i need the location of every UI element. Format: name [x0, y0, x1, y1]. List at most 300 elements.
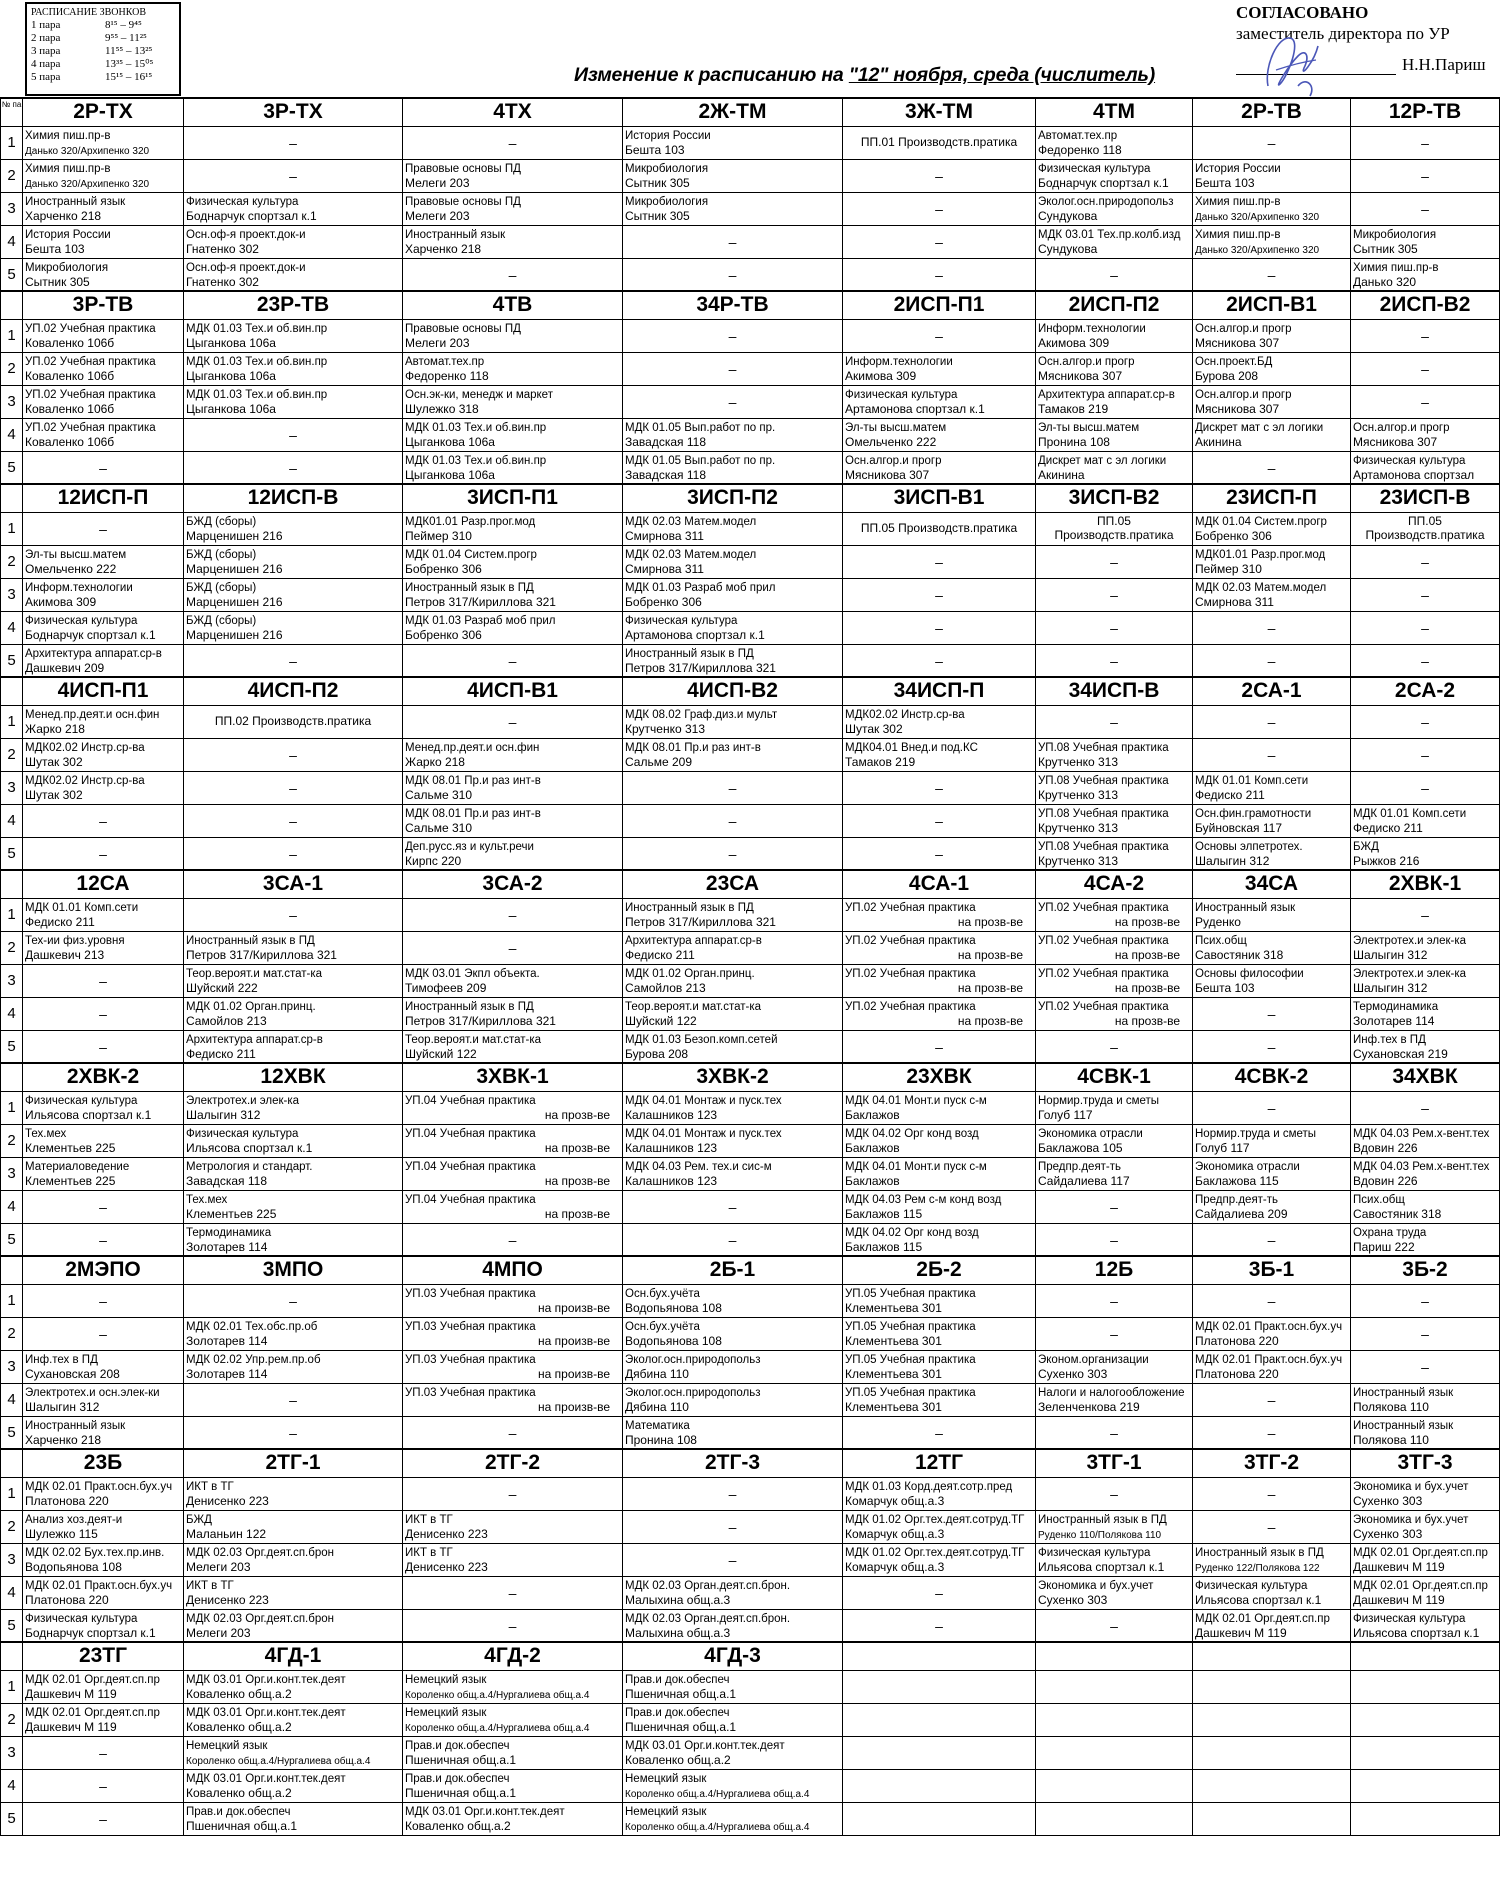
practice-code: ПП.05	[1097, 513, 1131, 528]
lesson-cell	[403, 738, 623, 771]
empty-slot-dash: –	[99, 1005, 107, 1022]
lesson-row	[1, 319, 1500, 352]
teacher-room: Сундукова	[1038, 208, 1098, 223]
subject-name: УП.04 Учебная практика	[405, 1193, 536, 1206]
lesson-cell	[1193, 1477, 1351, 1510]
subject-name: МДК 02.02 Упр.рем.пр.об	[186, 1353, 321, 1366]
lesson-cell	[623, 1802, 843, 1835]
lesson-cell	[1036, 1609, 1193, 1642]
subject-name: УП.02 Учебная практика	[845, 901, 976, 914]
lesson-cell	[1193, 1350, 1351, 1383]
pair-number: 3	[1, 1350, 23, 1383]
subject-name: УП.04 Учебная практика	[405, 1160, 536, 1173]
subject-name: Основы элпетротех.	[1195, 840, 1303, 853]
empty-slot-dash: –	[935, 233, 943, 250]
subject-name: УП.05 Учебная практика	[845, 1386, 976, 1399]
lesson-cell	[1036, 705, 1193, 738]
teacher-room: Смирнова 311	[625, 561, 704, 576]
teacher-room: Боднарчук спортзал к.1	[1038, 175, 1169, 190]
subject-name: Инф.тех в ПД	[1353, 1033, 1426, 1046]
lesson-cell	[1193, 837, 1351, 870]
lesson-cell	[1036, 352, 1193, 385]
lesson-cell	[1036, 159, 1193, 192]
teacher-room: Федиско 211	[625, 947, 695, 962]
group-header-row	[1, 484, 1500, 512]
subject-name: Материаловедение	[25, 1160, 130, 1173]
teacher-room: Платонова 220	[1195, 1366, 1279, 1381]
lesson-cell	[843, 771, 1036, 804]
group-name: 3ИСП-В1	[843, 484, 1036, 512]
subject-name: Иностранный язык	[1353, 1386, 1454, 1399]
subject-name: Химия пиш.пр-в	[1195, 228, 1281, 241]
practice-label: ПП.02 Производств.пратика	[214, 713, 372, 728]
teacher-room: Клементьева 301	[845, 1333, 942, 1348]
lesson-row	[1, 1576, 1500, 1609]
group-name: 2ИСП-П1	[843, 291, 1036, 319]
empty-slot-dash: –	[289, 1391, 297, 1408]
lesson-cell	[403, 1284, 623, 1317]
teacher-room: Дашкевич М 119	[25, 1686, 117, 1701]
lesson-cell	[1351, 512, 1500, 545]
group-name: 4ИСП-П1	[23, 677, 184, 705]
empty-slot-dash: –	[1267, 619, 1276, 636]
group-name: 3СА-1	[184, 870, 403, 898]
subject-name: МДК 01.04 Систем.прогр	[405, 548, 537, 561]
subject-name: История России	[25, 228, 111, 241]
lesson-cell	[1193, 418, 1351, 451]
lesson-cell	[403, 352, 623, 385]
teacher-room: Пронина 108	[625, 1432, 697, 1447]
group-name: 12ТГ	[843, 1449, 1036, 1477]
group-name: 3МПО	[184, 1256, 403, 1284]
lesson-cell	[23, 1416, 184, 1449]
teacher-room: Комарчук общ.а.3	[845, 1493, 945, 1508]
practice-location: на прозв-ве	[544, 1173, 610, 1188]
pair-number: 1	[1, 512, 23, 545]
subject-name: МДК 02.02 Бух.тех.пр.инв.	[25, 1546, 165, 1559]
lesson-cell	[1036, 898, 1193, 931]
lesson-cell	[843, 964, 1036, 997]
pair-number: 1	[1, 126, 23, 159]
lesson-cell	[843, 1157, 1036, 1190]
lesson-cell	[1351, 1157, 1500, 1190]
group-name: 3Р-ТВ	[23, 291, 184, 319]
lesson-cell	[23, 418, 184, 451]
subject-name: Эл-ты высш.матем	[25, 548, 127, 561]
practice-location: на прозв-ве	[957, 980, 1023, 995]
empty-slot-dash: –	[1267, 1485, 1276, 1502]
teacher-room: Бурова 208	[625, 1046, 689, 1061]
group-name: 4ИСП-В1	[403, 677, 623, 705]
lesson-cell	[23, 1477, 184, 1510]
subject-name: МДК 03.01 Орг.и.конт.тек.деят	[625, 1739, 785, 1752]
subject-name: МДК 01.03 Корд.деят.сотр.пред	[845, 1480, 1013, 1493]
teacher-room: Пшеничная общ.а.1	[405, 1785, 517, 1800]
lesson-cell	[1193, 738, 1351, 771]
teacher-room: Тамаков 219	[845, 754, 916, 769]
pair-number: 1	[1, 1091, 23, 1124]
pair-number: 1	[1, 1284, 23, 1317]
lesson-cell	[1193, 1736, 1351, 1769]
pair-number-header	[1, 1256, 23, 1284]
lesson-cell	[1193, 225, 1351, 258]
group-header-row	[1, 98, 1500, 126]
lesson-cell	[1351, 964, 1500, 997]
lesson-cell	[23, 931, 184, 964]
lesson-cell	[184, 1124, 403, 1157]
empty-slot-dash: –	[935, 652, 943, 669]
teacher-room: Шуйский 222	[186, 980, 258, 995]
subject-name: ИКТ в ТГ	[405, 1546, 453, 1559]
subject-name: БЖД (сборы)	[186, 581, 257, 594]
lesson-cell	[843, 385, 1036, 418]
lesson-cell	[623, 1190, 843, 1223]
subject-name: Осн.алгор.и прогр	[845, 454, 942, 467]
lesson-cell	[403, 771, 623, 804]
lesson-cell	[1193, 1124, 1351, 1157]
teacher-room: Баклажова 105	[1038, 1140, 1123, 1155]
practice-label: ПП.01 Производств.пратика	[860, 134, 1018, 149]
subject-name: МДК 01.03 Тех.и об.вин.пр	[186, 388, 328, 401]
subject-name: Правовые основы ПД	[405, 162, 521, 175]
teacher-room: Цыганкова 106а	[405, 434, 495, 449]
teacher-room: Самойлов 213	[625, 980, 706, 995]
bell-schedule	[25, 2, 181, 96]
empty-slot-dash: –	[99, 459, 107, 476]
empty-slot-dash: –	[99, 1810, 107, 1827]
lesson-cell	[1193, 611, 1351, 644]
teacher-room: Петров 317/Кириллова 321	[405, 1013, 556, 1028]
group-name: 2Б-2	[843, 1256, 1036, 1284]
group-name: 12СА	[23, 870, 184, 898]
lesson-cell	[623, 418, 843, 451]
handwritten-signature	[1258, 26, 1328, 101]
lesson-cell	[1193, 385, 1351, 418]
lesson-cell	[403, 126, 623, 159]
group-name: 3ИСП-В2	[1036, 484, 1193, 512]
empty-slot-dash: –	[728, 233, 737, 250]
lesson-cell	[1036, 1124, 1193, 1157]
pair-number: 1	[1, 898, 23, 931]
teacher-room: Платонова 220	[25, 1592, 109, 1607]
pair-number-header	[1, 1063, 23, 1091]
subject-name: Химия пиш.пр-в	[25, 162, 111, 175]
teacher-room: Платонова 220	[1195, 1333, 1279, 1348]
subject-name: МДК 03.01 Орг.и.конт.тек.деят	[186, 1673, 346, 1686]
lesson-cell	[1351, 451, 1500, 484]
lesson-cell	[23, 1769, 184, 1802]
subject-name: МДК 04.03 Рем. тех.и сис-м	[625, 1160, 772, 1173]
lesson-row	[1, 964, 1500, 997]
lesson-cell	[1193, 1030, 1351, 1063]
lesson-row	[1, 1609, 1500, 1642]
lesson-cell	[1193, 898, 1351, 931]
lesson-cell	[623, 578, 843, 611]
pair-number: 1	[1, 1477, 23, 1510]
subject-name: Эколог.осн.природопольз	[1038, 195, 1174, 208]
lesson-cell	[623, 898, 843, 931]
lesson-cell	[623, 705, 843, 738]
lesson-cell	[403, 997, 623, 1030]
practice-location: на произв-ве	[538, 1366, 610, 1381]
approval-heading: СОГЛАСОВАНО	[1236, 3, 1369, 22]
teacher-room: Акинина	[1195, 434, 1242, 449]
lesson-cell	[1036, 1157, 1193, 1190]
lesson-row	[1, 385, 1500, 418]
teacher-room: Тимофеев 209	[405, 980, 487, 995]
subject-name: МДК 04.01 Монт.и пуск с-м	[845, 1160, 987, 1173]
group-name: 34Р-ТВ	[623, 291, 843, 319]
empty-slot-dash: –	[1421, 779, 1429, 796]
teacher-room: Бешта 103	[25, 241, 85, 256]
teacher-room: Харченко 218	[25, 1432, 102, 1447]
empty-slot-dash: –	[1421, 652, 1429, 669]
lesson-cell	[23, 705, 184, 738]
teacher-room: Буйновская 117	[1195, 820, 1283, 835]
group-name: 4МПО	[403, 1256, 623, 1284]
group-name: 2ТГ-2	[403, 1449, 623, 1477]
lesson-cell	[184, 611, 403, 644]
lesson-row	[1, 1190, 1500, 1223]
group-name: 4СА-1	[843, 870, 1036, 898]
subject-name: ИКТ в ТГ	[186, 1480, 234, 1493]
pair-number: 5	[1, 1030, 23, 1063]
group-name: 34ИСП-В	[1036, 677, 1193, 705]
empty-slot-dash: –	[99, 1777, 107, 1794]
subject-name: МДК 04.02 Орг конд возд	[845, 1226, 979, 1239]
lesson-cell	[1193, 545, 1351, 578]
lesson-cell	[23, 578, 184, 611]
practice-location: на произв-ве	[538, 1399, 610, 1414]
lesson-cell	[403, 804, 623, 837]
lesson-row	[1, 1416, 1500, 1449]
teacher-room: Коваленко 106б	[25, 335, 115, 350]
subject-name: УП.02 Учебная практика	[25, 388, 156, 401]
empty-slot-dash: –	[728, 360, 737, 377]
lesson-cell	[623, 1510, 843, 1543]
subject-name: Осн.бух.учёта	[625, 1287, 700, 1300]
lesson-cell	[403, 578, 623, 611]
empty-slot-dash: –	[1267, 746, 1276, 763]
subject-name: МДК 02.01 Практ.осн.бух.уч	[25, 1579, 173, 1592]
empty-slot-dash: –	[1421, 906, 1429, 923]
subject-name: МДК 01.02 Орг.тех.деят.сотруд.ТГ	[845, 1513, 1025, 1526]
teacher-room: Завадская 118	[186, 1173, 267, 1188]
lesson-cell	[23, 1670, 184, 1703]
lesson-cell	[1036, 1030, 1193, 1063]
teacher-room: Крутченко 313	[1038, 820, 1118, 835]
teacher-room: Париш 222	[1353, 1239, 1415, 1254]
lesson-cell	[623, 1124, 843, 1157]
subject-name: Инф.тех в ПД	[25, 1353, 98, 1366]
lesson-cell	[1351, 1317, 1500, 1350]
teacher-room: Мясникова 307	[1038, 368, 1123, 383]
bell-row: 3 пара 11⁵⁵ – 13²⁵	[31, 45, 153, 57]
lesson-cell	[843, 352, 1036, 385]
teacher-room: Савостяник 318	[1195, 947, 1284, 962]
lesson-cell	[403, 1124, 623, 1157]
subject-name: БЖД (сборы)	[186, 614, 257, 627]
lesson-cell	[843, 512, 1036, 545]
empty-slot-dash: –	[1110, 266, 1118, 283]
lesson-cell	[1036, 319, 1193, 352]
pair-number-header: № па	[1, 98, 23, 126]
teacher-room: Сытник 305	[25, 274, 90, 289]
lesson-cell	[23, 771, 184, 804]
subject-name: Физическая культура	[845, 388, 958, 401]
subject-name: Архитектура аппарат.ср-в	[186, 1033, 323, 1046]
teacher-room: Харченко 218	[405, 241, 482, 256]
pair-number-header	[1, 484, 23, 512]
lesson-cell	[184, 738, 403, 771]
teacher-room: Акимова 309	[25, 594, 97, 609]
empty-slot-dash: –	[289, 134, 297, 151]
lesson-cell	[843, 1609, 1036, 1642]
subject-name: МДК 02.03 Матем.модел	[625, 515, 757, 528]
subject-name: УП.02 Учебная практика	[25, 421, 156, 434]
lesson-cell	[843, 1802, 1036, 1835]
lesson-cell	[23, 1223, 184, 1256]
subject-name: Физическая культура	[25, 614, 138, 627]
lesson-row	[1, 159, 1500, 192]
teacher-room: Петров 317/Кириллова 321	[625, 914, 776, 929]
subject-name: Осн.алгор.и прогр	[1353, 421, 1450, 434]
lesson-cell	[843, 545, 1036, 578]
lesson-row	[1, 1477, 1500, 1510]
teacher-room: Данько 320/Архипенко 320	[1195, 244, 1320, 256]
lesson-cell	[1193, 1416, 1351, 1449]
group-name: 3ТГ-2	[1193, 1449, 1351, 1477]
pair-number: 4	[1, 1576, 23, 1609]
subject-name: БЖД	[186, 1513, 212, 1526]
empty-slot-dash: –	[99, 1231, 107, 1248]
teacher-room: Клементьева 301	[845, 1399, 942, 1414]
empty-slot-dash: –	[99, 972, 107, 989]
empty-slot-dash: –	[935, 812, 943, 829]
subject-name: Основы философии	[1195, 967, 1304, 980]
lesson-cell	[1193, 1091, 1351, 1124]
teacher-room: Дябина 110	[625, 1399, 689, 1414]
subject-name: Дискрет мат с эл логики	[1038, 454, 1167, 467]
lesson-cell	[23, 1030, 184, 1063]
teacher-room: Полякова 110	[1353, 1399, 1429, 1414]
lesson-cell	[23, 611, 184, 644]
teacher-room: Дашкевич М 119	[1353, 1592, 1445, 1607]
group-name: 4ТХ	[403, 98, 623, 126]
lesson-cell	[1351, 159, 1500, 192]
lesson-cell	[623, 1383, 843, 1416]
lesson-cell	[623, 1703, 843, 1736]
lesson-cell	[403, 418, 623, 451]
lesson-cell	[184, 771, 403, 804]
subject-name: Физическая культура	[186, 1127, 299, 1140]
lesson-cell	[1036, 512, 1193, 545]
lesson-cell	[1036, 837, 1193, 870]
lesson-cell	[843, 611, 1036, 644]
lesson-row	[1, 1284, 1500, 1317]
subject-name: МДК 04.03 Рем с-м конд возд	[845, 1193, 1002, 1206]
lesson-cell	[1193, 964, 1351, 997]
subject-name: Информ.технологии	[25, 581, 133, 594]
teacher-room: Денисенко 223	[405, 1526, 488, 1541]
teacher-room: Крутченко 313	[1038, 754, 1118, 769]
lesson-cell	[1036, 1670, 1193, 1703]
lesson-cell	[23, 898, 184, 931]
subject-name: Электротех.и элек-ка	[186, 1094, 300, 1107]
subject-name: Химия пиш.пр-в	[1353, 261, 1439, 274]
subject-name: МДК02.02 Инстр.ср-ва	[845, 708, 965, 721]
subject-name: Иностранный язык	[1195, 901, 1296, 914]
lesson-cell	[1193, 931, 1351, 964]
teacher-room: Сундукова	[1038, 241, 1098, 256]
lesson-cell	[623, 1317, 843, 1350]
lesson-cell	[23, 738, 184, 771]
teacher-room: Бешта 103	[1195, 980, 1255, 995]
subject-name: Архитектура аппарат.ср-в	[1038, 388, 1175, 401]
lesson-cell	[184, 644, 403, 677]
lesson-cell	[184, 931, 403, 964]
subject-name: Псих.общ	[1353, 1193, 1405, 1206]
lesson-cell	[1193, 1670, 1351, 1703]
lesson-cell	[184, 837, 403, 870]
lesson-cell	[403, 545, 623, 578]
subject-name: УП.05 Учебная практика	[845, 1353, 976, 1366]
subject-name: МДК 01.02 Орг.тех.деят.сотруд.ТГ	[845, 1546, 1025, 1559]
teacher-room: Цыганкова 106а	[186, 368, 276, 383]
lesson-cell	[843, 997, 1036, 1030]
empty-slot-dash: –	[1267, 652, 1276, 669]
group-name: 2ИСП-В1	[1193, 291, 1351, 319]
practice-location: на прозв-ве	[957, 947, 1023, 962]
empty-slot-dash: –	[1110, 1198, 1118, 1215]
empty-slot-dash: –	[1267, 1424, 1276, 1441]
empty-slot-dash: –	[935, 1424, 943, 1441]
empty-slot-dash: –	[935, 779, 943, 796]
pair-number: 1	[1, 1670, 23, 1703]
lesson-cell	[23, 1510, 184, 1543]
pair-number: 1	[1, 319, 23, 352]
group-header-row	[1, 1256, 1500, 1284]
lesson-cell	[1351, 705, 1500, 738]
subject-name: Эконом.организации	[1038, 1353, 1149, 1366]
subject-name: Правовые основы ПД	[405, 322, 521, 335]
teacher-room: Сытник 305	[625, 208, 690, 223]
subject-name: Осн.оф-я проект.док-и	[186, 228, 306, 241]
subject-name: Иностранный язык в ПД	[625, 647, 754, 660]
lesson-cell	[23, 225, 184, 258]
subject-name: Физическая культура	[1038, 162, 1151, 175]
group-name: 23ХВК	[843, 1063, 1036, 1091]
empty-slot-dash: –	[1110, 1292, 1118, 1309]
teacher-room: Шулежко 318	[405, 401, 479, 416]
lesson-cell	[843, 705, 1036, 738]
empty-slot-dash: –	[1110, 713, 1118, 730]
lesson-cell	[843, 451, 1036, 484]
subject-name: МДК 04.03 Рем.х-вент.тех	[1353, 1127, 1490, 1140]
teacher-room: Маланьин 122	[186, 1526, 267, 1541]
subject-name: МДК 02.01 Практ.осн.бух.уч	[25, 1480, 173, 1493]
empty-slot-dash: –	[289, 746, 297, 763]
lesson-cell	[1036, 451, 1193, 484]
lesson-row	[1, 804, 1500, 837]
lesson-row	[1, 771, 1500, 804]
lesson-cell	[403, 512, 623, 545]
lesson-cell	[1351, 644, 1500, 677]
subject-name: УП.08 Учебная практика	[1038, 807, 1169, 820]
subject-name: Физическая культура	[625, 614, 738, 627]
subject-name: МДК 01.01 Комп.сети	[1353, 807, 1467, 820]
empty-slot-dash: –	[508, 1485, 517, 1502]
